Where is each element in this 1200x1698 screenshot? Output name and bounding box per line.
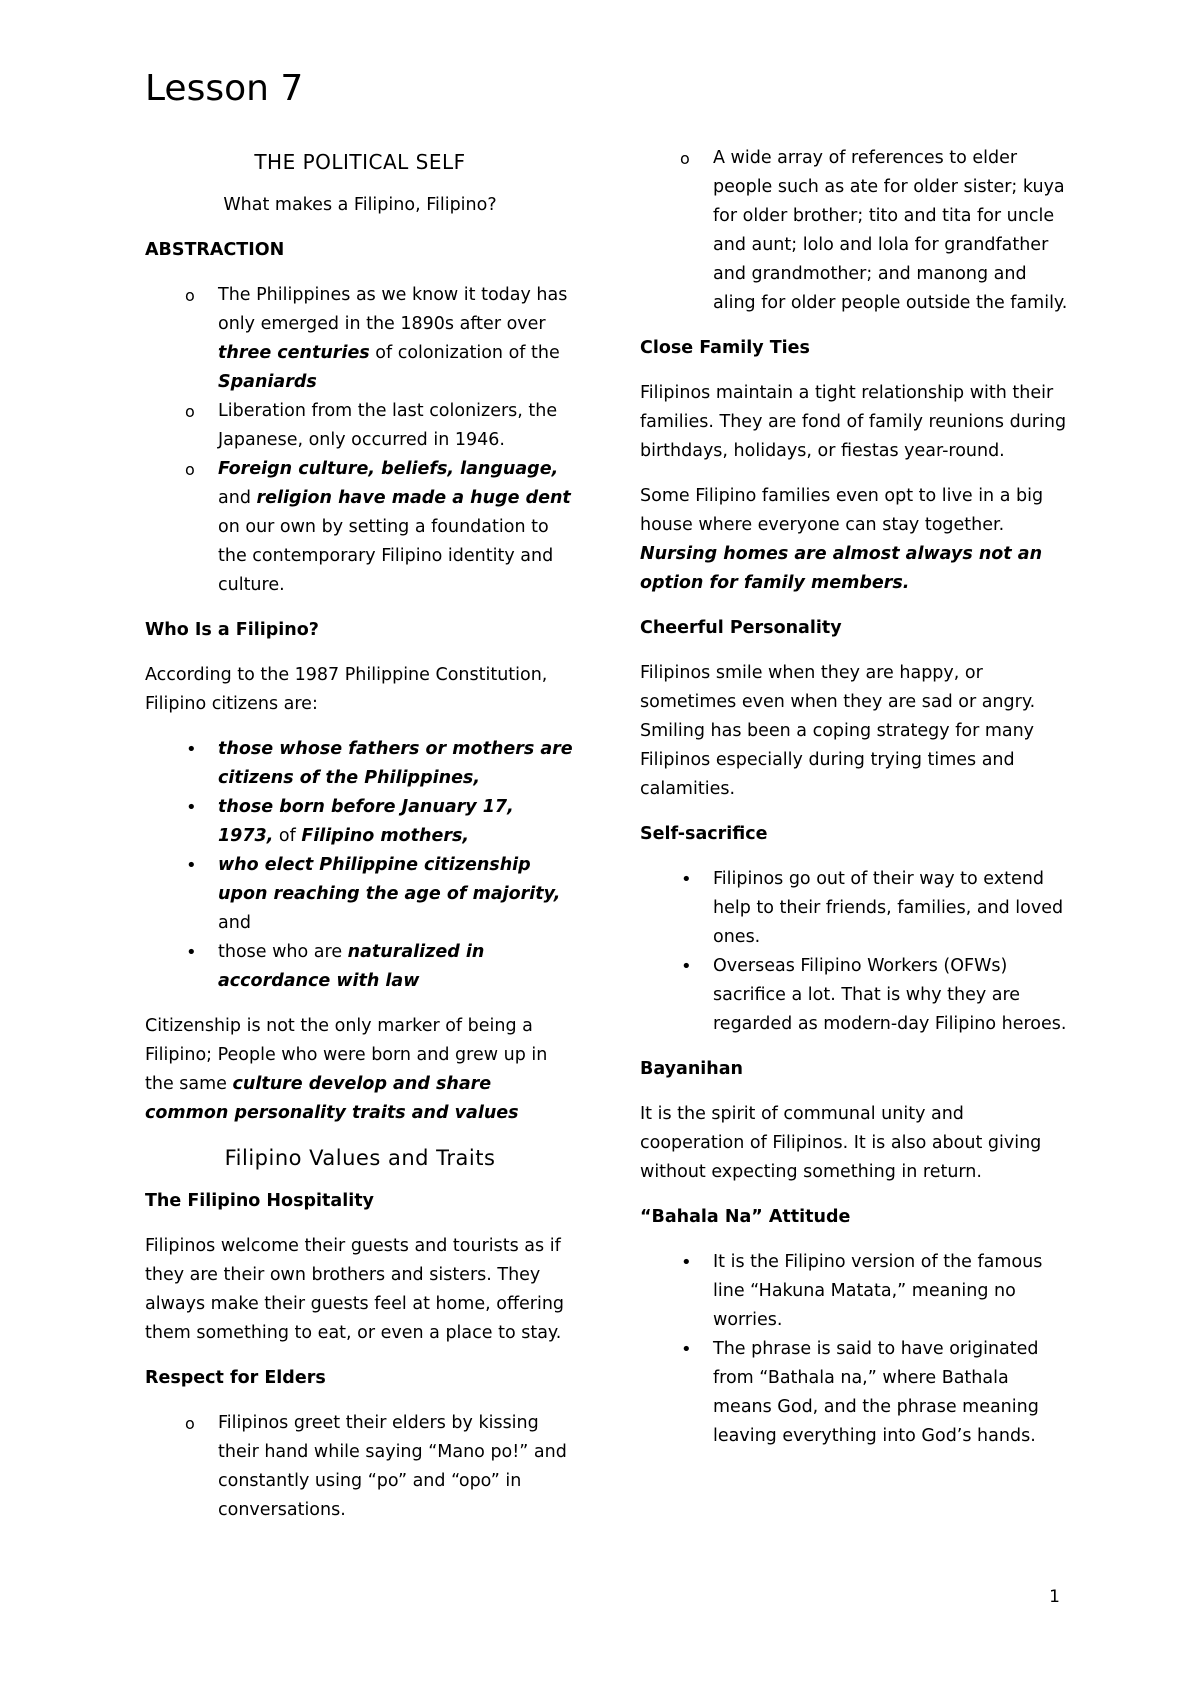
bullet-icon: • bbox=[681, 1339, 692, 1360]
bayanihan-text: It is the spirit of communal unity and cooperation of Filipinos. It is also about giving without expecting something in return. bbox=[640, 1104, 1042, 1182]
item-text: on our own by setting a foundation to the contemporary Filipino identity and culture. bbox=[218, 517, 554, 595]
list-item bbox=[640, 1335, 1070, 1451]
citizen-list bbox=[145, 735, 575, 996]
citizenship-paragraph bbox=[145, 1012, 575, 1128]
respect-heading: Respect for Elders bbox=[145, 1368, 326, 1388]
bahala-heading: “Bahala Na” Attitude bbox=[640, 1207, 851, 1227]
item-text: those who are bbox=[218, 942, 348, 962]
list-item bbox=[640, 952, 1070, 1039]
item-text: It is the Filipino version of the famous line “Hakuna Matata,” meaning no worries. bbox=[713, 1252, 1043, 1330]
item-emphasis: who elect Philippine citizenship upon reaching the age of majority, bbox=[218, 855, 561, 904]
page-title: Lesson 7 bbox=[145, 68, 304, 109]
list-item bbox=[640, 1248, 1070, 1335]
list-item bbox=[145, 938, 575, 996]
item-text: The Philippines as we know it today has only emerged in the 1890s after over bbox=[218, 285, 568, 334]
family-heading: Close Family Ties bbox=[640, 338, 810, 358]
circle-bullet-icon: o bbox=[185, 286, 195, 305]
list-item bbox=[640, 865, 1070, 952]
bullet-icon: • bbox=[186, 942, 197, 963]
values-title: Filipino Values and Traits bbox=[224, 1146, 496, 1170]
item-emphasis: three centuries bbox=[218, 343, 370, 363]
section-subtitle: What makes a Filipino, Filipino? bbox=[223, 195, 497, 215]
circle-bullet-icon: o bbox=[185, 1414, 195, 1433]
item-emphasis: religion have made a huge dent bbox=[256, 488, 571, 508]
family-text: Filipinos maintain a tight relationship with their families. They are fond of family reunions during birthdays, holidays, or fiestas year-round. bbox=[640, 383, 1067, 461]
who-heading: Who Is a Filipino? bbox=[145, 620, 319, 640]
bullet-icon: • bbox=[681, 869, 692, 890]
list-item bbox=[640, 144, 1070, 318]
item-text: of bbox=[273, 826, 302, 846]
paragraph-text: Some Filipino families even opt to live in a big house where everyone can stay together. bbox=[640, 486, 1044, 535]
sacrifice-list bbox=[640, 865, 1070, 1039]
list-item bbox=[145, 397, 575, 455]
list-item bbox=[145, 793, 575, 851]
section-title: THE POLITICAL SELF bbox=[254, 150, 466, 174]
list-item bbox=[145, 281, 575, 397]
hospitality-heading: The Filipino Hospitality bbox=[145, 1191, 374, 1211]
respect-list bbox=[145, 1409, 575, 1525]
who-intro: According to the 1987 Philippine Constitution, Filipino citizens are: bbox=[145, 665, 548, 714]
paragraph-emphasis: culture develop and share common personality traits and values bbox=[145, 1074, 519, 1123]
item-text: The phrase is said to have originated from “Bathala na,” where Bathala means God, and the phrase meaning leaving everything into God’s hands. bbox=[713, 1339, 1039, 1446]
paragraph-emphasis: Nursing homes are almost always not an option for family members. bbox=[640, 544, 1043, 593]
circle-bullet-icon: o bbox=[185, 402, 195, 421]
family-text-2 bbox=[640, 482, 1070, 598]
bayanihan-heading: Bayanihan bbox=[640, 1059, 744, 1079]
left-column bbox=[145, 148, 575, 1541]
hospitality-text: Filipinos welcome their guests and tourists as if they are their own brothers and sisters. They always make their guests feel at home, offering them something to eat, or even a place to stay. bbox=[145, 1236, 565, 1343]
respect-list-continued bbox=[640, 144, 1070, 318]
item-emphasis: Foreign culture, beliefs, language, bbox=[218, 459, 559, 479]
sacrifice-heading: Self-sacrifice bbox=[640, 824, 768, 844]
bullet-icon: • bbox=[186, 797, 197, 818]
right-column bbox=[640, 144, 1070, 1467]
item-emphasis: Filipino mothers, bbox=[301, 826, 470, 846]
item-emphasis: those whose fathers or mothers are citizens of the Philippines, bbox=[218, 739, 573, 788]
item-text: and bbox=[218, 488, 257, 508]
bullet-icon: • bbox=[186, 855, 197, 876]
item-emphasis: Spaniards bbox=[218, 372, 317, 392]
bullet-icon: • bbox=[681, 956, 692, 977]
item-text: Filipinos go out of their way to extend help to their friends, families, and loved ones. bbox=[713, 869, 1064, 947]
item-text: of colonization of the bbox=[369, 343, 560, 363]
bahala-list bbox=[640, 1248, 1070, 1451]
bullet-icon: • bbox=[681, 1252, 692, 1273]
abstraction-heading: ABSTRACTION bbox=[145, 240, 285, 260]
item-text: and bbox=[218, 913, 251, 933]
item-emphasis: naturalized in accordance with law bbox=[218, 942, 485, 991]
bullet-icon: • bbox=[186, 739, 197, 760]
item-text: A wide array of references to elder people such as ate for older sister; kuya for older brother; tito and tita for uncle and aunt; lolo and lola for grandfather and grandmother; and manong and aling for older people outside the family. bbox=[713, 148, 1068, 313]
item-text: Overseas Filipino Workers (OFWs) sacrifice a lot. That is why they are regarded as modern-day Filipino heroes. bbox=[713, 956, 1067, 1034]
cheerful-heading: Cheerful Personality bbox=[640, 618, 842, 638]
item-text: Liberation from the last colonizers, the Japanese, only occurred in 1946. bbox=[218, 401, 558, 450]
list-item bbox=[145, 735, 575, 793]
list-item bbox=[145, 455, 575, 600]
list-item bbox=[145, 851, 575, 938]
list-item bbox=[145, 1409, 575, 1525]
cheerful-text: Filipinos smile when they are happy, or sometimes even when they are sad or angry. Smiling has been a coping strategy for many Filipinos especially during trying times and calamities. bbox=[640, 663, 1036, 799]
page-number: 1 bbox=[1049, 1587, 1060, 1607]
item-emphasis: those born before January 17, 1973, bbox=[218, 797, 514, 846]
abstraction-list bbox=[145, 281, 575, 600]
circle-bullet-icon: o bbox=[185, 460, 195, 479]
item-text: Filipinos greet their elders by kissing their hand while saying “Mano po!” and constantly using “po” and “opo” in conversations. bbox=[218, 1413, 567, 1520]
paragraph-text: Citizenship is not the only marker of being a Filipino; People who were born and grew up in the same bbox=[145, 1016, 548, 1094]
circle-bullet-icon: o bbox=[680, 149, 690, 168]
